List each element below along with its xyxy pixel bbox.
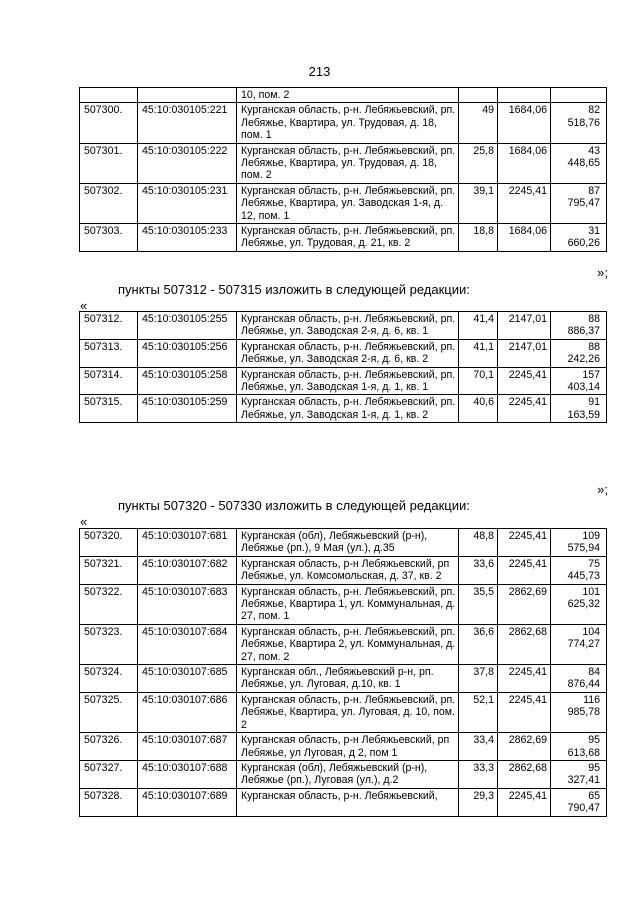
cell-address: Курганская область, р-н Лебяжьевский, рп Лебяжье, ул Луговая, д 2, пом 1 [237, 733, 459, 761]
table-row [80, 665, 607, 693]
table-row [80, 143, 607, 183]
cell-area: 29,3 [459, 788, 498, 816]
table-row [80, 395, 607, 423]
cell-item-number: 507314. [80, 367, 138, 395]
cell-cadastral-number: 45:10:030105:256 [138, 339, 237, 367]
cell-address: 10, пом. 2 [237, 88, 459, 103]
cell-cadastral-number: 45:10:030105:222 [138, 143, 237, 183]
cell-unit-value: 2862,69 [498, 584, 551, 624]
table-row [80, 584, 607, 624]
cell-item-number: 507324. [80, 665, 138, 693]
cell-cadastral-value: 104 774,27 [551, 624, 607, 664]
cell-cadastral-number: 45:10:030107:681 [138, 529, 237, 557]
cell-area: 37,8 [459, 665, 498, 693]
table-row [80, 788, 607, 816]
amendment-heading-2: пункты 507320 - 507330 изложить в следующей редакции: [118, 498, 470, 513]
cell-item-number: 507325. [80, 692, 138, 732]
cell-cadastral-number: 45:10:030105:221 [138, 103, 237, 143]
cell-cadastral-value: 65 790,47 [551, 788, 607, 816]
cell-unit-value: 2245,41 [498, 788, 551, 816]
property-table-3 [79, 528, 607, 817]
cell-area: 35,5 [459, 584, 498, 624]
cell-cadastral-number: 45:10:030107:688 [138, 760, 237, 788]
cell-address: Курганская область, р-н. Лебяжьевский, рп. Лебяжье, Квартира 1, ул. Коммунальная, д. 27, пом. 1 [237, 584, 459, 624]
cell-area: 33,6 [459, 556, 498, 584]
cell-cadastral-number: 45:10:030105:258 [138, 367, 237, 395]
cell-unit-value: 2245,41 [498, 395, 551, 423]
cell-area: 48,8 [459, 529, 498, 557]
cell-unit-value: 2245,41 [498, 183, 551, 223]
cell-unit-value: 2147,01 [498, 312, 551, 340]
cell-area: 36,6 [459, 624, 498, 664]
cell-cadastral-number: 45:10:030107:683 [138, 584, 237, 624]
table-row [80, 312, 607, 340]
cell-unit-value: 2862,69 [498, 733, 551, 761]
opening-quote-2: « [80, 514, 88, 529]
cell-area: 41,4 [459, 312, 498, 340]
cell-unit-value [498, 88, 551, 103]
cell-cadastral-number: 45:10:030107:689 [138, 788, 237, 816]
cell-cadastral-value: 43 448,65 [551, 143, 607, 183]
cell-unit-value: 2862,68 [498, 760, 551, 788]
cell-cadastral-value: 87 795,47 [551, 183, 607, 223]
cell-address: Курганская область, р-н. Лебяжьевский, рп. Лебяжье, Квартира 2, ул. Коммунальная, д. 27, пом. 2 [237, 624, 459, 664]
cell-item-number: 507328. [80, 788, 138, 816]
table-row [80, 733, 607, 761]
cell-item-number: 507326. [80, 733, 138, 761]
cell-address: Курганская область, р-н. Лебяжьевский, рп. Лебяжье, Квартира, ул. Трудовая, д. 18, пом. 2 [237, 143, 459, 183]
cell-address: Курганская область, р-н. Лебяжьевский, рп. Лебяжье, Квартира, ул. Луговая, д. 10, пом. 2 [237, 692, 459, 732]
cell-area: 18,8 [459, 224, 498, 252]
cell-area: 52,1 [459, 692, 498, 732]
opening-quote-1: « [80, 298, 88, 313]
cell-area: 40,6 [459, 395, 498, 423]
table-row [80, 224, 607, 252]
cell-unit-value: 2245,41 [498, 692, 551, 732]
cell-item-number: 507320. [80, 529, 138, 557]
cell-item-number: 507301. [80, 143, 138, 183]
cell-area: 49 [459, 103, 498, 143]
table-row [80, 692, 607, 732]
cell-address: Курганская область, р-н. Лебяжьевский, рп. Лебяжье, Квартира, ул. Трудовая, д. 18, пом. 1 [237, 103, 459, 143]
page-number: 213 [308, 64, 331, 79]
cell-address: Курганская область, р-н. Лебяжьевский, [237, 788, 459, 816]
cell-item-number: 507312. [80, 312, 138, 340]
cell-cadastral-value: 75 445,73 [551, 556, 607, 584]
cell-address: Курганская обл., Лебяжьевский р-н, рп. Лебяжье, ул. Луговая, д.10, кв. 1 [237, 665, 459, 693]
cell-cadastral-number: 45:10:030105:255 [138, 312, 237, 340]
cell-cadastral-number [138, 88, 237, 103]
cell-item-number: 507302. [80, 183, 138, 223]
cell-area: 41,1 [459, 339, 498, 367]
table-row [80, 88, 607, 103]
cell-address: Курганская (обл), Лебяжьевский (р-н), Лебяжье (рп.), Луговая (ул.), д.2 [237, 760, 459, 788]
cell-item-number: 507315. [80, 395, 138, 423]
cell-item-number: 507321. [80, 556, 138, 584]
cell-area [459, 88, 498, 103]
cell-cadastral-value: 157 403,14 [551, 367, 607, 395]
cell-cadastral-value: 88 886,37 [551, 312, 607, 340]
cell-cadastral-number: 45:10:030107:687 [138, 733, 237, 761]
table-row [80, 183, 607, 223]
cell-area: 39,1 [459, 183, 498, 223]
cell-address: Курганская область, р-н. Лебяжьевский, рп. Лебяжье, ул. Заводская 1-я, д. 1, кв. 1 [237, 367, 459, 395]
cell-address: Курганская область, р-н. Лебяжьевский, рп. Лебяжье, Квартира, ул. Заводская 1-я, д. 12, пом. 1 [237, 183, 459, 223]
cell-unit-value: 2245,41 [498, 665, 551, 693]
cell-cadastral-value: 88 242,26 [551, 339, 607, 367]
table-row [80, 624, 607, 664]
property-table-2 [79, 311, 607, 423]
cell-item-number: 507313. [80, 339, 138, 367]
cell-area: 25,8 [459, 143, 498, 183]
cell-cadastral-number: 45:10:030107:684 [138, 624, 237, 664]
cell-address: Курганская область, р-н. Лебяжьевский, рп. Лебяжье, ул. Заводская 2-я, д. 6, кв. 1 [237, 312, 459, 340]
property-table-1 [79, 87, 607, 252]
cell-area: 70,1 [459, 367, 498, 395]
cell-area: 33,4 [459, 733, 498, 761]
cell-unit-value: 1684,06 [498, 143, 551, 183]
cell-unit-value: 2862,68 [498, 624, 551, 664]
table-row [80, 760, 607, 788]
cell-cadastral-number: 45:10:030107:685 [138, 665, 237, 693]
cell-cadastral-number: 45:10:030107:686 [138, 692, 237, 732]
cell-item-number: 507300. [80, 103, 138, 143]
cell-unit-value: 2245,41 [498, 529, 551, 557]
cell-item-number [80, 88, 138, 103]
cell-item-number: 507322. [80, 584, 138, 624]
table-row [80, 103, 607, 143]
table-row [80, 367, 607, 395]
table-row [80, 339, 607, 367]
cell-cadastral-value: 116 985,78 [551, 692, 607, 732]
amendment-heading-1: пункты 507312 - 507315 изложить в следующей редакции: [118, 282, 470, 297]
cell-cadastral-value: 82 518,76 [551, 103, 607, 143]
cell-cadastral-value [551, 88, 607, 103]
cell-unit-value: 1684,06 [498, 224, 551, 252]
cell-item-number: 507323. [80, 624, 138, 664]
cell-cadastral-value: 84 876,44 [551, 665, 607, 693]
cell-item-number: 507327. [80, 760, 138, 788]
cell-cadastral-value: 95 327,41 [551, 760, 607, 788]
cell-unit-value: 2245,41 [498, 367, 551, 395]
cell-cadastral-value: 95 613,68 [551, 733, 607, 761]
cell-cadastral-number: 45:10:030107:682 [138, 556, 237, 584]
cell-cadastral-number: 45:10:030105:259 [138, 395, 237, 423]
cell-address: Курганская область, р-н. Лебяжьевский, рп. Лебяжье, ул. Заводская 1-я, д. 1, кв. 2 [237, 395, 459, 423]
cell-unit-value: 2245,41 [498, 556, 551, 584]
cell-cadastral-number: 45:10:030105:231 [138, 183, 237, 223]
cell-area: 33,3 [459, 760, 498, 788]
closing-quote-1: »; [597, 265, 608, 280]
cell-address: Курганская область, р-н Лебяжьевский, рп Лебяжье, ул. Комсомольская, д. 37, кв. 2 [237, 556, 459, 584]
table-row [80, 556, 607, 584]
cell-cadastral-number: 45:10:030105:233 [138, 224, 237, 252]
cell-address: Курганская область, р-н. Лебяжьевский, рп. Лебяжье, ул. Трудовая, д. 21, кв. 2 [237, 224, 459, 252]
cell-unit-value: 1684,06 [498, 103, 551, 143]
cell-cadastral-value: 91 163,59 [551, 395, 607, 423]
table-row [80, 529, 607, 557]
cell-cadastral-value: 101 625,32 [551, 584, 607, 624]
cell-address: Курганская (обл), Лебяжьевский (р-н), Лебяжье (рп.), 9 Мая (ул.), д.35 [237, 529, 459, 557]
cell-address: Курганская область, р-н. Лебяжьевский, рп. Лебяжье, ул. Заводская 2-я, д. 6, кв. 2 [237, 339, 459, 367]
closing-quote-2: »; [597, 482, 608, 497]
cell-item-number: 507303. [80, 224, 138, 252]
cell-cadastral-value: 31 660,26 [551, 224, 607, 252]
cell-unit-value: 2147,01 [498, 339, 551, 367]
cell-cadastral-value: 109 575,94 [551, 529, 607, 557]
